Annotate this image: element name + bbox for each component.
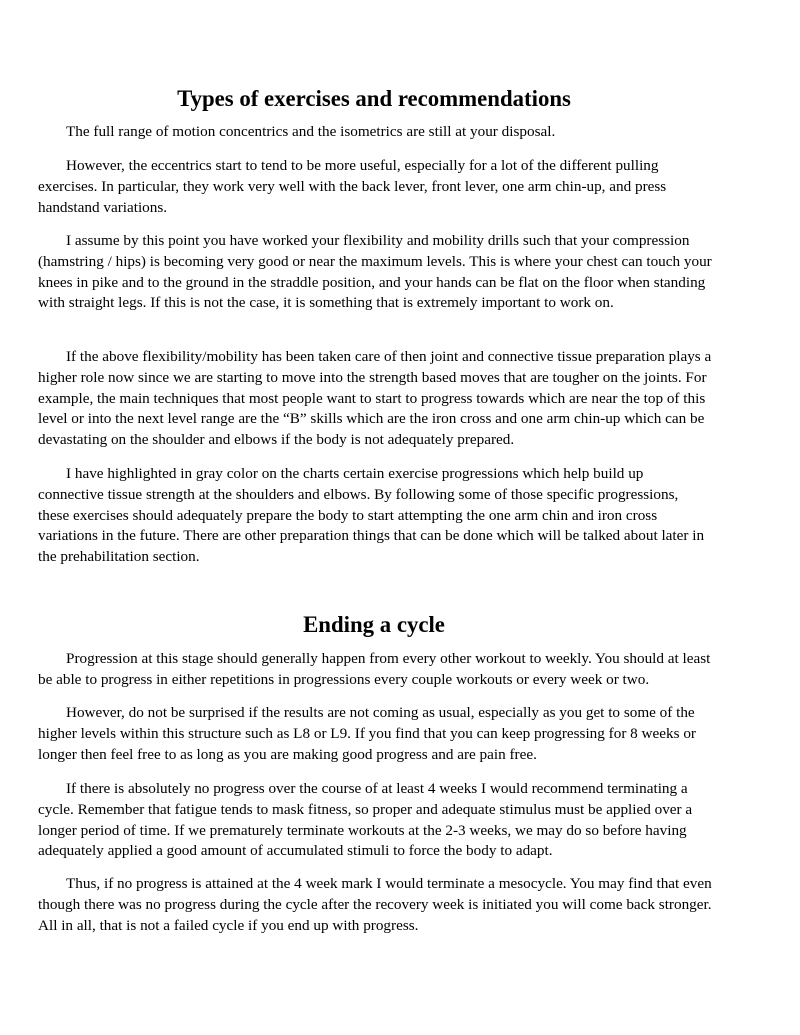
- paragraph-1: The full range of motion concentrics and the isometrics are still at your disposal.: [66, 123, 556, 140]
- paragraph-8: If there is absolutely no progress over the course of at least 4 weeks I would recommend terminating a cycle. Remember that fatigue tends to mask fitness, so proper and adequate stimulus must be applied over a longer period of time. If we prematurely terminate workouts at the 2-3 weeks, we may do so before having adequately applied a good amount of accumulated stimuli to force the body to adapt.: [38, 780, 693, 860]
- section-heading-ending-cycle: Ending a cycle: [303, 612, 445, 637]
- paragraph-7: However, do not be surprised if the results are not coming as usual, especially as you get to some of the higher levels within this structure such as L8 or L9. If you find that you can keep progressing for 8 weeks or longer then feel free to as long as you are making good progress and are pain free.: [38, 704, 696, 763]
- paragraph-9: Thus, if no progress is attained at the 4 week mark I would terminate a mesocycle. You may find that even though there was no progress during the cycle after the recovery week is initiated you will come back stronger. All in all, that is not a failed cycle if you end up with progress.: [38, 875, 712, 934]
- section-heading-exercise-types: Types of exercises and recommendations: [177, 86, 571, 111]
- paragraph-5: I have highlighted in gray color on the charts certain exercise progressions which help build up connective tissue strength at the shoulders and elbows. By following some of those specific progressions, these exercises should adequately prepare the body to start attempting the one arm chin and iron cross variations in the future. There are other preparation things that can be done which will be talked about later in the prehabilitation section.: [38, 465, 705, 566]
- paragraph-6: Progression at this stage should generally happen from every other workout to weekly. You should at least be able to progress in either repetitions in progressions every couple workouts or every week or two.: [38, 650, 711, 688]
- paragraph-3: I assume by this point you have worked your flexibility and mobility drills such that your compression (hamstring / hips) is becoming very good or near the maximum levels. This is where your chest can touch your knees in pike and to the ground in the straddle position, and your hands can be flat on the floor when standing with straight legs. If this is not the case, it is something that is extremely important to work on.: [38, 232, 712, 312]
- paragraph-4: If the above flexibility/mobility has been taken care of then joint and connective tissue preparation plays a higher role now since we are starting to move into the strength based moves that are tougher on the joints. For example, the main techniques that most people want to start to progress towards which are near the top of this level or into the next level range are the “B” skills which are the iron cross and one arm chin-up which can be devastating on the shoulder and elbows if the body is not adequately prepared.: [38, 348, 712, 449]
- paragraph-2: However, the eccentrics start to tend to be more useful, especially for a lot of the different pulling exercises. In particular, they work very well with the back lever, front lever, one arm chin-up, and press handstand variations.: [38, 157, 667, 216]
